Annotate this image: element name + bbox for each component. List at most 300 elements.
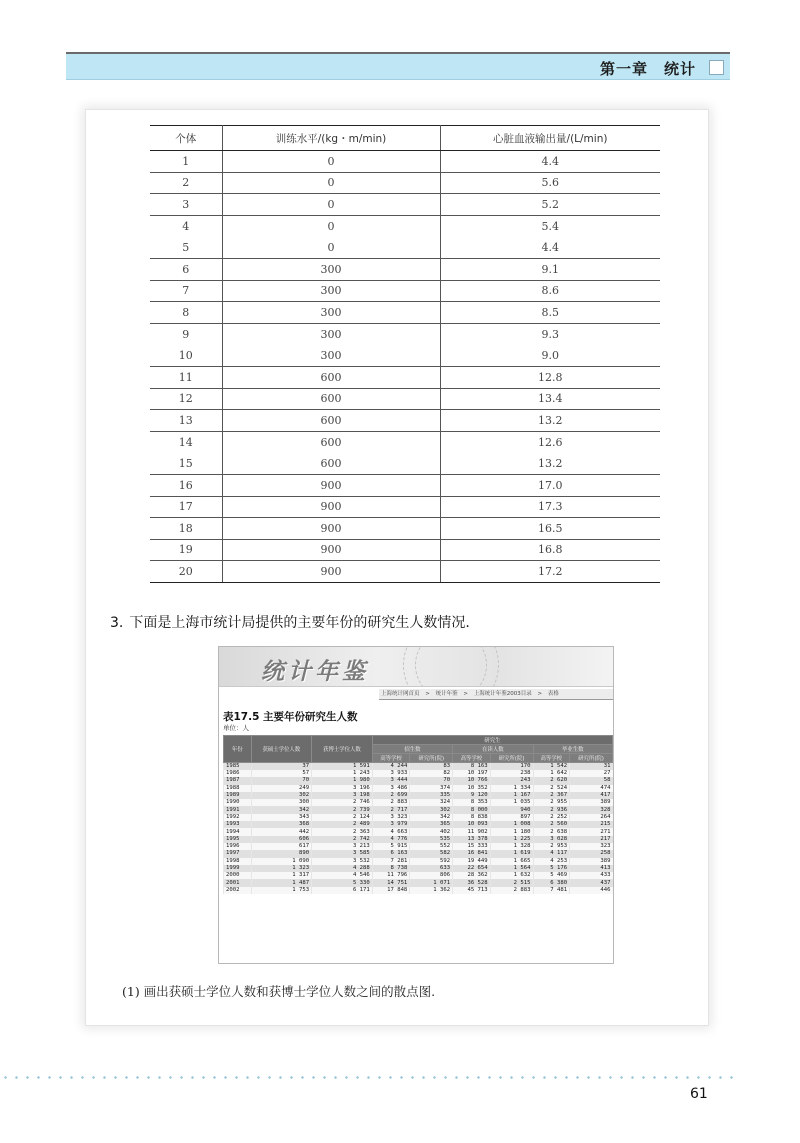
- stat-cell-grad-univ: 4 117: [533, 850, 570, 857]
- stat-cell-doctor: 1 591: [312, 763, 373, 771]
- breadcrumb-yearbook-link[interactable]: 统计年鉴: [435, 691, 458, 697]
- table-header-row: [150, 126, 660, 151]
- stat-cell-year: 1989: [224, 792, 252, 799]
- stat-cell-master: 343: [251, 814, 312, 821]
- stat-cell-enrolled-inst: 1 665: [490, 858, 533, 865]
- table-row: [150, 258, 660, 280]
- stat-cell-master: 1 090: [251, 858, 312, 865]
- stat-cell-enrolled-inst: 170: [490, 763, 533, 771]
- stat-cell-grad-inst: 474: [570, 785, 613, 792]
- stat-cell-year: 1988: [224, 785, 252, 792]
- cell-individual: 14: [150, 431, 222, 453]
- stat-cell-year: 1986: [224, 770, 252, 777]
- cell-individual: 10: [150, 345, 222, 367]
- stat-cell-enroll-inst: 374: [410, 785, 453, 792]
- stat-cell-year: 1991: [224, 806, 252, 813]
- stat-cell-master: 617: [251, 843, 312, 850]
- stat-cell-enrolled-inst: 1 632: [490, 872, 533, 879]
- cell-cardiac-output: 4.4: [440, 237, 660, 259]
- table-body: [150, 151, 660, 583]
- yearbook-banner: [219, 647, 613, 687]
- cell-individual: 2: [150, 172, 222, 194]
- cell-individual: 7: [150, 280, 222, 302]
- stat-cell-enrolled-univ: 11 902: [453, 828, 491, 835]
- stat-cell-year: 1999: [224, 865, 252, 872]
- stat-cell-enroll-univ: 4 776: [372, 836, 410, 843]
- stat-cell-enroll-inst: 633: [410, 865, 453, 872]
- stat-cell-doctor: 1 243: [312, 770, 373, 777]
- cell-cardiac-output: 16.5: [440, 518, 660, 540]
- sub-question: (1) 画出获硕士学位人数和获博士学位人数之间的散点图.: [122, 984, 436, 999]
- stat-cell-enrolled-inst: 2 883: [490, 887, 533, 894]
- stat-cell-enroll-univ: 7 281: [372, 858, 410, 865]
- stat-cell-enroll-inst: 592: [410, 858, 453, 865]
- stat-cell-enroll-inst: 552: [410, 843, 453, 850]
- stat-cell-enrolled-univ: 22 654: [453, 865, 491, 872]
- table-row: [150, 388, 660, 410]
- stat-subheader-university: 高等学校: [533, 754, 570, 763]
- stat-cell-enroll-inst: 1 362: [410, 887, 453, 894]
- stat-cell-grad-univ: 7 481: [533, 887, 570, 894]
- stat-cell-enroll-inst: 582: [410, 850, 453, 857]
- cell-individual: 1: [150, 151, 222, 173]
- stat-cell-enroll-univ: 3 323: [372, 814, 410, 821]
- table-row: [150, 474, 660, 496]
- stat-cell-year: 1995: [224, 836, 252, 843]
- stat-cell-enrolled-inst: 1 008: [490, 821, 533, 828]
- stat-table-row: [224, 806, 613, 813]
- cell-cardiac-output: 8.6: [440, 280, 660, 302]
- stat-cell-enrolled-univ: 8 163: [453, 763, 491, 771]
- stat-cell-master: 1 323: [251, 865, 312, 872]
- stat-cell-master: 249: [251, 785, 312, 792]
- stat-cell-grad-inst: 271: [570, 828, 613, 835]
- stat-cell-enroll-inst: 335: [410, 792, 453, 799]
- cell-training-level: 900: [222, 496, 440, 518]
- cell-individual: 8: [150, 302, 222, 324]
- stat-header-enrolled: 在读人数: [453, 745, 533, 754]
- stat-cell-enrolled-inst: 1 035: [490, 799, 533, 806]
- stat-cell-enrolled-inst: 238: [490, 770, 533, 777]
- cell-cardiac-output: 8.5: [440, 302, 660, 324]
- stat-cell-grad-inst: 27: [570, 770, 613, 777]
- banner-decoration-inner: [415, 647, 487, 687]
- stat-table-row: [224, 843, 613, 850]
- cell-training-level: 0: [222, 151, 440, 173]
- stat-cell-grad-inst: 58: [570, 777, 613, 784]
- stat-header-enrollment: 招生数: [372, 745, 452, 754]
- stat-table-row: [224, 828, 613, 835]
- breadcrumb-home-link[interactable]: 上海统计网首页: [381, 691, 420, 697]
- stat-cell-doctor: 5 330: [312, 879, 373, 886]
- cell-cardiac-output: 17.2: [440, 561, 660, 583]
- cell-training-level: 0: [222, 172, 440, 194]
- stat-cell-enroll-univ: 4 244: [372, 763, 410, 771]
- breadcrumb-separator: >: [537, 691, 543, 697]
- stat-cell-enrolled-univ: 19 449: [453, 858, 491, 865]
- stat-cell-enrolled-inst: 2 515: [490, 879, 533, 886]
- cell-cardiac-output: 13.2: [440, 453, 660, 475]
- cell-individual: 13: [150, 410, 222, 432]
- cell-individual: 11: [150, 366, 222, 388]
- page-number: 61: [690, 1086, 708, 1102]
- cell-individual: 20: [150, 561, 222, 583]
- cell-cardiac-output: 5.6: [440, 172, 660, 194]
- stat-cell-year: 1993: [224, 821, 252, 828]
- stat-cell-grad-inst: 446: [570, 887, 613, 894]
- stat-cell-enroll-univ: 5 915: [372, 843, 410, 850]
- table-row: [150, 539, 660, 561]
- table-row: [150, 518, 660, 540]
- stat-cell-grad-inst: 437: [570, 879, 613, 886]
- stat-cell-year: 2000: [224, 872, 252, 879]
- stat-cell-master: 890: [251, 850, 312, 857]
- stat-cell-enroll-inst: 342: [410, 814, 453, 821]
- stat-cell-enroll-univ: 2 717: [372, 806, 410, 813]
- stat-cell-enroll-inst: 402: [410, 828, 453, 835]
- stat-cell-enrolled-univ: 13 378: [453, 836, 491, 843]
- stat-cell-master: 342: [251, 806, 312, 813]
- stat-cell-year: 1985: [224, 763, 252, 771]
- table-row: [150, 410, 660, 432]
- table-row: [150, 345, 660, 367]
- stat-cell-grad-inst: 31: [570, 763, 613, 771]
- stat-cell-year: 1998: [224, 858, 252, 865]
- stat-cell-doctor: 3 585: [312, 850, 373, 857]
- stat-cell-enroll-univ: 14 751: [372, 879, 410, 886]
- stat-cell-master: 1 317: [251, 872, 312, 879]
- stat-cell-enroll-inst: 806: [410, 872, 453, 879]
- table-row: [150, 453, 660, 475]
- stat-header-year: 年份: [224, 736, 252, 763]
- stat-table-row: [224, 785, 613, 792]
- stat-cell-year: 2002: [224, 887, 252, 894]
- stat-cell-grad-univ: 2 367: [533, 792, 570, 799]
- breadcrumb-table-link[interactable]: 表格: [547, 691, 559, 697]
- stat-cell-enrolled-univ: 45 713: [453, 887, 491, 894]
- content-panel: [86, 110, 708, 1025]
- cell-training-level: 300: [222, 258, 440, 280]
- stat-cell-enrolled-univ: 16 841: [453, 850, 491, 857]
- stat-table-row: [224, 814, 613, 821]
- cell-cardiac-output: 5.2: [440, 194, 660, 216]
- stat-cell-enrolled-inst: 897: [490, 814, 533, 821]
- table-row: [150, 366, 660, 388]
- cell-cardiac-output: 17.0: [440, 474, 660, 496]
- stat-cell-grad-inst: 413: [570, 865, 613, 872]
- stat-subheader-institute: 研究所(院): [570, 754, 613, 763]
- table-row: [150, 172, 660, 194]
- stat-header-master: 获硕士学位人数: [251, 736, 312, 763]
- stat-cell-enroll-inst: 1 071: [410, 879, 453, 886]
- stat-table-row: [224, 865, 613, 872]
- stat-subheader-institute: 研究所(院): [410, 754, 453, 763]
- stat-table-row: [224, 770, 613, 777]
- stat-cell-grad-univ: 2 955: [533, 799, 570, 806]
- stat-cell-enrolled-inst: 1 564: [490, 865, 533, 872]
- header-square-icon: [709, 60, 724, 75]
- stat-cell-master: 57: [251, 770, 312, 777]
- cell-training-level: 300: [222, 302, 440, 324]
- cell-cardiac-output: 17.3: [440, 496, 660, 518]
- cell-training-level: 300: [222, 345, 440, 367]
- training-output-table: [150, 125, 660, 583]
- cell-training-level: 900: [222, 539, 440, 561]
- cell-individual: 15: [150, 453, 222, 475]
- cell-training-level: 600: [222, 388, 440, 410]
- table-row: [150, 194, 660, 216]
- stat-cell-doctor: 2 124: [312, 814, 373, 821]
- cell-cardiac-output: 12.6: [538, 435, 563, 449]
- stat-cell-grad-univ: 4 253: [533, 858, 570, 865]
- stat-cell-year: 1996: [224, 843, 252, 850]
- yearbook-breadcrumb: [379, 689, 613, 700]
- stat-cell-grad-univ: 6 380: [533, 879, 570, 886]
- cell-individual: 4: [150, 215, 222, 237]
- yearbook-table-title: 表17.5 主要年份研究生人数: [223, 711, 358, 723]
- stat-cell-enrolled-univ: 10 352: [453, 785, 491, 792]
- stat-cell-grad-inst: 323: [570, 843, 613, 850]
- stat-cell-enroll-univ: 3 933: [372, 770, 410, 777]
- stat-cell-master: 302: [251, 792, 312, 799]
- table-row: [150, 302, 660, 324]
- breadcrumb-separator: >: [425, 691, 430, 697]
- yearbook-table-unit: 单位：人: [223, 724, 249, 732]
- stat-table-row: [224, 763, 613, 771]
- stat-cell-enrolled-univ: 15 333: [453, 843, 491, 850]
- table-row: [150, 280, 660, 302]
- cell-individual: 9: [150, 323, 222, 345]
- table-row: [150, 215, 660, 237]
- cell-cardiac-output: 5.4: [541, 219, 559, 233]
- stat-cell-master: 606: [251, 836, 312, 843]
- cell-cardiac-output: 13.2: [440, 410, 660, 432]
- stat-cell-enrolled-inst: 1 334: [490, 785, 533, 792]
- stat-cell-grad-univ: 2 936: [533, 806, 570, 813]
- stat-cell-enroll-univ: 3 979: [372, 821, 410, 828]
- stat-table-row: [224, 792, 613, 799]
- table-row: [150, 151, 660, 173]
- stat-cell-doctor: 2 742: [312, 836, 373, 843]
- cell-training-level: 600: [222, 453, 440, 475]
- stat-cell-year: 1987: [224, 777, 252, 784]
- stat-cell-enroll-inst: 83: [410, 763, 453, 771]
- stat-cell-doctor: 2 746: [312, 799, 373, 806]
- stat-cell-grad-inst: 217: [570, 836, 613, 843]
- cell-individual: 12: [150, 388, 222, 410]
- table-row: [150, 431, 660, 453]
- stat-cell-doctor: 6 171: [312, 887, 373, 894]
- cell-individual: 16: [150, 474, 222, 496]
- stat-cell-master: 1 487: [251, 879, 312, 886]
- stat-cell-enrolled-inst: 1 619: [490, 850, 533, 857]
- cell-cardiac-output: 9.3: [541, 327, 559, 341]
- stat-cell-master: 37: [251, 763, 312, 771]
- stat-cell-year: 1990: [224, 799, 252, 806]
- stat-cell-doctor: 2 489: [312, 821, 373, 828]
- stat-cell-enrolled-univ: 10 093: [453, 821, 491, 828]
- stat-cell-grad-inst: 389: [570, 858, 613, 865]
- stat-cell-doctor: 4 546: [312, 872, 373, 879]
- stat-cell-doctor: 4 288: [312, 865, 373, 872]
- stat-cell-grad-univ: 2 953: [533, 843, 570, 850]
- stat-cell-grad-univ: 3 028: [533, 836, 570, 843]
- stat-cell-grad-univ: 5 469: [533, 872, 570, 879]
- stat-subheader-university: 高等学校: [372, 754, 410, 763]
- problem-text: 下面是上海市统计局提供的主要年份的研究生人数情况.: [129, 615, 470, 631]
- cell-individual: 5: [150, 237, 222, 259]
- stat-cell-grad-univ: 2 252: [533, 814, 570, 821]
- stat-header-graduates: 毕业生数: [533, 745, 613, 754]
- stat-cell-enroll-inst: 70: [410, 777, 453, 784]
- cell-individual: 3: [150, 194, 222, 216]
- cell-individual: 19: [150, 539, 222, 561]
- stat-table-row: [224, 879, 613, 886]
- stat-table-row: [224, 777, 613, 784]
- stat-cell-enrolled-inst: 1 180: [490, 828, 533, 835]
- stat-cell-grad-inst: 389: [570, 799, 613, 806]
- stat-cell-enroll-univ: 8 738: [372, 865, 410, 872]
- header-individual: 个体: [150, 126, 222, 151]
- chapter-title: 第一章 统计: [599, 60, 696, 78]
- footer-dotted-rule: [0, 1076, 740, 1079]
- stat-cell-enroll-univ: 4 663: [372, 828, 410, 835]
- table-row: [150, 323, 660, 345]
- cell-cardiac-output: 12.8: [440, 366, 660, 388]
- stat-cell-grad-univ: 1 542: [533, 763, 570, 771]
- stat-cell-enroll-univ: 11 796: [372, 872, 410, 879]
- stat-table-row: [224, 887, 613, 894]
- stat-table-row: [224, 836, 613, 843]
- stat-table-row: [224, 858, 613, 865]
- stat-cell-master: 368: [251, 821, 312, 828]
- stat-table-row: [224, 799, 613, 806]
- stat-header-graduate-group: 研究生: [372, 736, 612, 745]
- cell-training-level: 600: [222, 366, 440, 388]
- stat-table-row: [224, 872, 613, 879]
- stat-cell-doctor: 3 532: [312, 858, 373, 865]
- stat-table-body: [224, 763, 613, 895]
- cell-training-level: 0: [222, 194, 440, 216]
- cell-cardiac-output: 9.0: [440, 345, 660, 367]
- stat-cell-grad-univ: 2 524: [533, 785, 570, 792]
- cell-training-level: 600: [222, 410, 440, 432]
- stat-cell-grad-univ: 2 620: [533, 777, 570, 784]
- stat-cell-enroll-inst: 324: [410, 799, 453, 806]
- cell-individual: 6: [150, 258, 222, 280]
- cell-cardiac-output: 4.4: [440, 151, 660, 173]
- yearbook-logo: 统计年鉴: [261, 658, 369, 685]
- cell-training-level: 900: [222, 474, 440, 496]
- cell-individual: 17: [150, 496, 222, 518]
- cell-individual: 18: [150, 518, 222, 540]
- stat-cell-enrolled-inst: 1 167: [490, 792, 533, 799]
- stat-cell-enrolled-univ: 8 353: [453, 799, 491, 806]
- stat-cell-year: 1997: [224, 850, 252, 857]
- stat-cell-enrolled-inst: 243: [490, 777, 533, 784]
- cell-training-level: 900: [222, 561, 440, 583]
- stat-cell-enrolled-univ: 8 000: [453, 806, 491, 813]
- stat-cell-doctor: 3 213: [312, 843, 373, 850]
- stat-cell-grad-univ: 5 176: [533, 865, 570, 872]
- cell-cardiac-output: 9.1: [440, 258, 660, 280]
- yearbook-screenshot: [218, 646, 614, 964]
- stat-cell-enrolled-univ: 36 528: [453, 879, 491, 886]
- cell-training-level: 300: [222, 280, 440, 302]
- stat-cell-enrolled-inst: 940: [490, 806, 533, 813]
- stat-cell-year: 1994: [224, 828, 252, 835]
- graduate-students-table: [223, 735, 613, 894]
- header-training-level: 训练水平/(kg・m/min): [222, 126, 440, 151]
- stat-cell-grad-inst: 417: [570, 792, 613, 799]
- stat-cell-grad-inst: 264: [570, 814, 613, 821]
- header-cardiac-output: 心脏血液输出量/(L/min): [440, 126, 660, 151]
- stat-cell-grad-inst: 433: [570, 872, 613, 879]
- stat-cell-master: 300: [251, 799, 312, 806]
- stat-cell-enroll-univ: 2 699: [372, 792, 410, 799]
- stat-cell-enrolled-inst: 1 328: [490, 843, 533, 850]
- stat-cell-grad-inst: 215: [570, 821, 613, 828]
- stat-cell-grad-univ: 1 642: [533, 770, 570, 777]
- stat-cell-enroll-inst: 365: [410, 821, 453, 828]
- stat-cell-enrolled-univ: 8 838: [453, 814, 491, 821]
- table-row: [150, 496, 660, 518]
- cell-cardiac-output: 16.8: [440, 539, 660, 561]
- cell-training-level: 300: [222, 323, 440, 345]
- stat-cell-enrolled-inst: 1 225: [490, 836, 533, 843]
- stat-cell-enroll-univ: 6 163: [372, 850, 410, 857]
- stat-table-row: [224, 821, 613, 828]
- stat-subheader-institute: 研究所(院): [490, 754, 533, 763]
- table-row: [150, 561, 660, 583]
- stat-cell-doctor: 2 363: [312, 828, 373, 835]
- problem-statement: [110, 612, 470, 632]
- cell-training-level: 0: [222, 237, 440, 259]
- stat-cell-grad-univ: 2 560: [533, 821, 570, 828]
- stat-cell-grad-inst: 328: [570, 806, 613, 813]
- breadcrumb-catalog-link[interactable]: 上海统计年鉴2003目录: [473, 691, 532, 697]
- stat-cell-enrolled-univ: 10 766: [453, 777, 491, 784]
- stat-cell-doctor: 1 980: [312, 777, 373, 784]
- stat-cell-enroll-univ: 3 444: [372, 777, 410, 784]
- stat-cell-enroll-univ: 2 883: [372, 799, 410, 806]
- stat-cell-year: 2001: [224, 879, 252, 886]
- stat-cell-enroll-inst: 302: [410, 806, 453, 813]
- stat-cell-grad-inst: 258: [570, 850, 613, 857]
- problem-number: 3.: [110, 615, 124, 631]
- stat-cell-doctor: 3 196: [312, 785, 373, 792]
- stat-subheader-university: 高等学校: [453, 754, 491, 763]
- stat-cell-year: 1992: [224, 814, 252, 821]
- stat-cell-grad-univ: 2 638: [533, 828, 570, 835]
- cell-cardiac-output: 13.4: [440, 388, 660, 410]
- cell-training-level: 0: [222, 215, 440, 237]
- cell-training-level: 600: [222, 431, 440, 453]
- stat-cell-enroll-univ: 17 848: [372, 887, 410, 894]
- stat-cell-enrolled-univ: 9 120: [453, 792, 491, 799]
- stat-cell-enrolled-univ: 10 197: [453, 770, 491, 777]
- stat-cell-master: 70: [251, 777, 312, 784]
- stat-cell-enroll-univ: 3 486: [372, 785, 410, 792]
- cell-training-level: 900: [222, 518, 440, 540]
- stat-cell-master: 442: [251, 828, 312, 835]
- stat-cell-enroll-inst: 535: [410, 836, 453, 843]
- chapter-header: [66, 52, 730, 80]
- breadcrumb-separator: >: [463, 691, 468, 697]
- stat-header-doctor: 获博士学位人数: [312, 736, 373, 763]
- stat-cell-enroll-inst: 82: [410, 770, 453, 777]
- table-row: [150, 237, 660, 259]
